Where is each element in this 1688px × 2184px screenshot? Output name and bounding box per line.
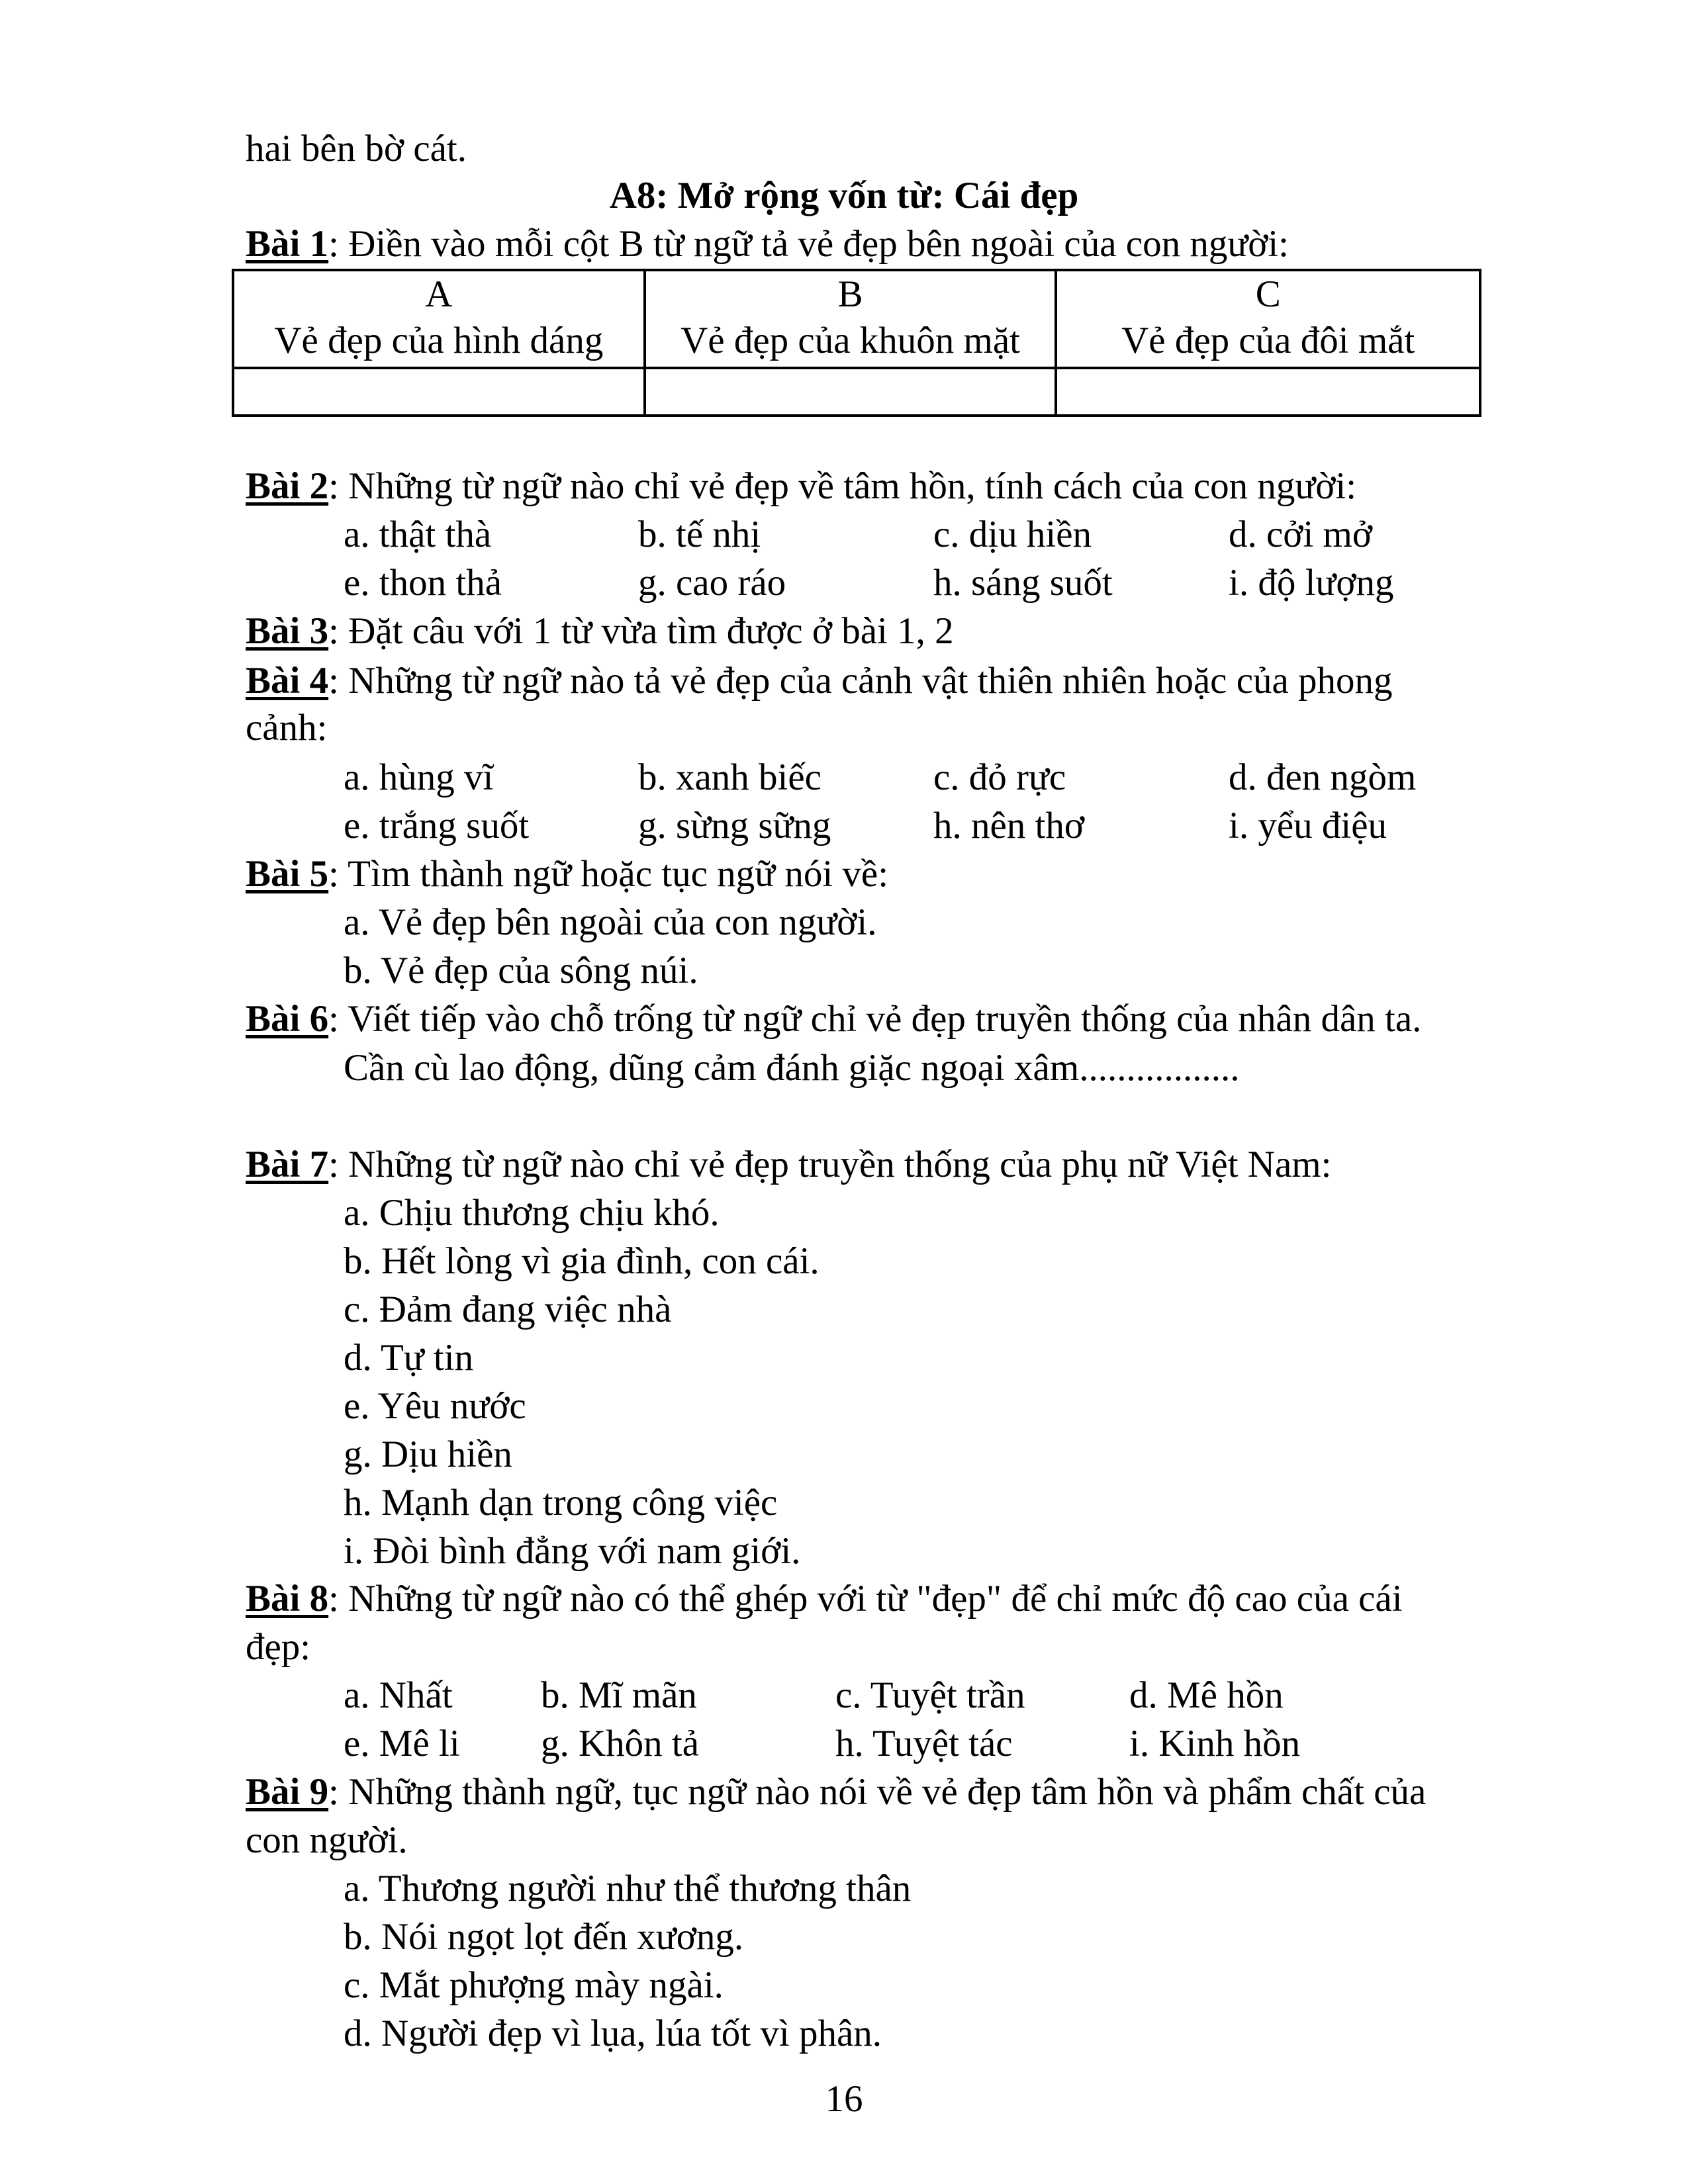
list-item: i. Đòi bình đẳng với nam giới. bbox=[344, 1530, 801, 1572]
page-number: 16 bbox=[825, 2078, 863, 2120]
option: c. Tuyệt trần bbox=[835, 1674, 1025, 1716]
exercise-9-prompt bbox=[246, 1769, 1426, 1815]
exercise-9-prompt-cont: con người. bbox=[246, 1819, 408, 1861]
exercise-7-prompt bbox=[246, 1142, 1331, 1188]
answer-cell-c[interactable] bbox=[1056, 368, 1480, 416]
option: i. Kinh hồn bbox=[1129, 1723, 1301, 1764]
list-item: d. Người đẹp vì lụa, lúa tốt vì phân. bbox=[344, 2013, 882, 2054]
list-item: a. Vẻ đẹp bên ngoài của con người. bbox=[344, 901, 877, 943]
exercise-text: : Đặt câu với 1 từ vừa tìm được ở bài 1, 2 bbox=[328, 610, 954, 652]
exercise-label: Bài 9 bbox=[246, 1771, 329, 1813]
option: i. độ lượng bbox=[1229, 562, 1394, 604]
option: c. dịu hiền bbox=[933, 514, 1092, 555]
exercise-text: : Những từ ngữ nào có thể ghép với từ "đẹp" để chỉ mức độ cao của cái bbox=[328, 1578, 1403, 1619]
exercise-4-prompt-cont: cảnh: bbox=[246, 707, 328, 749]
exercise-label: Bài 2 bbox=[246, 465, 329, 507]
list-item: b. Vẻ đẹp của sông núi. bbox=[344, 950, 698, 991]
column-letter: B bbox=[837, 273, 863, 315]
option: d. Mê hồn bbox=[1129, 1674, 1284, 1716]
list-item: c. Mắt phượng mày ngài. bbox=[344, 1964, 724, 2006]
option: d. cởi mở bbox=[1229, 514, 1373, 555]
exercise-text: : Những thành ngữ, tục ngữ nào nói về vẻ đẹp tâm hồn và phẩm chất của bbox=[328, 1771, 1427, 1813]
option: c. đỏ rực bbox=[933, 756, 1066, 798]
column-title: Vẻ đẹp của khuôn mặt bbox=[680, 320, 1020, 361]
option: b. tế nhị bbox=[638, 514, 761, 555]
list-item: b. Nói ngọt lọt đến xương. bbox=[344, 1916, 744, 1958]
option: g. cao ráo bbox=[638, 562, 786, 604]
exercise-label: Bài 6 bbox=[246, 998, 329, 1040]
option: i. yểu điệu bbox=[1229, 805, 1387, 846]
exercise-label: Bài 5 bbox=[246, 853, 329, 895]
list-item: h. Mạnh dạn trong công việc bbox=[344, 1482, 778, 1524]
exercise-text: : Những từ ngữ nào tả vẻ đẹp của cảnh vật thiên nhiên hoặc của phong bbox=[328, 660, 1393, 702]
option: b. Mĩ mãn bbox=[541, 1674, 697, 1716]
option: e. thon thả bbox=[344, 562, 502, 604]
list-item: e. Yêu nước bbox=[344, 1385, 526, 1427]
answer-cell-a[interactable] bbox=[233, 368, 645, 416]
list-item: g. Dịu hiền bbox=[344, 1433, 512, 1475]
column-header-a bbox=[233, 270, 645, 368]
option: g. sừng sững bbox=[638, 805, 831, 846]
section-title: A8: Mở rộng vốn từ: Cái đẹp bbox=[609, 175, 1079, 216]
option: h. nên thơ bbox=[933, 805, 1085, 846]
option: b. xanh biếc bbox=[638, 756, 821, 798]
exercise-label: Bài 3 bbox=[246, 610, 329, 652]
option: a. Nhất bbox=[344, 1674, 453, 1716]
list-item: d. Tự tin bbox=[344, 1337, 474, 1379]
list-item: a. Thương người như thể thương thân bbox=[344, 1868, 912, 1909]
fill-in-line: Cần cù lao động, dũng cảm đánh giặc ngoại xâm................. bbox=[344, 1047, 1240, 1089]
option: h. sáng suốt bbox=[933, 562, 1113, 604]
exercise-text: : Điền vào mỗi cột B từ ngữ tả vẻ đẹp bên ngoài của con người: bbox=[328, 223, 1289, 265]
option: a. thật thà bbox=[344, 514, 492, 555]
list-item: a. Chịu thương chịu khó. bbox=[344, 1192, 720, 1234]
column-letter: A bbox=[425, 273, 453, 315]
answer-cell-b[interactable] bbox=[645, 368, 1056, 416]
exercise-3-prompt bbox=[246, 608, 954, 655]
exercise-label: Bài 8 bbox=[246, 1578, 329, 1619]
column-header-b bbox=[645, 270, 1056, 368]
column-letter: C bbox=[1255, 273, 1281, 315]
list-item: c. Đảm đang việc nhà bbox=[344, 1289, 672, 1330]
exercise-label: Bài 1 bbox=[246, 223, 329, 265]
exercise-8-prompt bbox=[246, 1576, 1403, 1622]
option: h. Tuyệt tác bbox=[835, 1723, 1013, 1764]
column-title: Vẻ đẹp của đôi mắt bbox=[1121, 320, 1415, 361]
exercise-1-table bbox=[232, 269, 1481, 417]
exercise-6-prompt bbox=[246, 996, 1421, 1042]
exercise-4-prompt bbox=[246, 658, 1393, 704]
column-title: Vẻ đẹp của hình dáng bbox=[274, 320, 604, 361]
exercise-2-prompt bbox=[246, 463, 1356, 510]
exercise-1-prompt bbox=[246, 221, 1289, 267]
option: d. đen ngòm bbox=[1229, 756, 1417, 798]
exercise-5-prompt bbox=[246, 851, 888, 897]
exercise-text: : Tìm thành ngữ hoặc tục ngữ nói về: bbox=[328, 853, 889, 895]
list-item: b. Hết lòng vì gia đình, con cái. bbox=[344, 1240, 820, 1282]
exercise-text: : Những từ ngữ nào chỉ vẻ đẹp truyền thống của phụ nữ Việt Nam: bbox=[328, 1144, 1332, 1185]
exercise-8-prompt-cont: đẹp: bbox=[246, 1626, 311, 1668]
column-header-c bbox=[1056, 270, 1480, 368]
exercise-text: : Viết tiếp vào chỗ trống từ ngữ chỉ vẻ đẹp truyền thống của nhân dân ta. bbox=[328, 998, 1422, 1040]
option: e. trắng suốt bbox=[344, 805, 530, 846]
option: e. Mê li bbox=[344, 1723, 460, 1764]
continuation-text: hai bên bờ cát. bbox=[246, 128, 467, 169]
exercise-label: Bài 7 bbox=[246, 1144, 329, 1185]
exercise-label: Bài 4 bbox=[246, 660, 329, 702]
option: g. Khôn tả bbox=[541, 1723, 700, 1764]
option: a. hùng vĩ bbox=[344, 756, 494, 798]
exercise-text: : Những từ ngữ nào chỉ vẻ đẹp về tâm hồn, tính cách của con người: bbox=[328, 465, 1357, 507]
